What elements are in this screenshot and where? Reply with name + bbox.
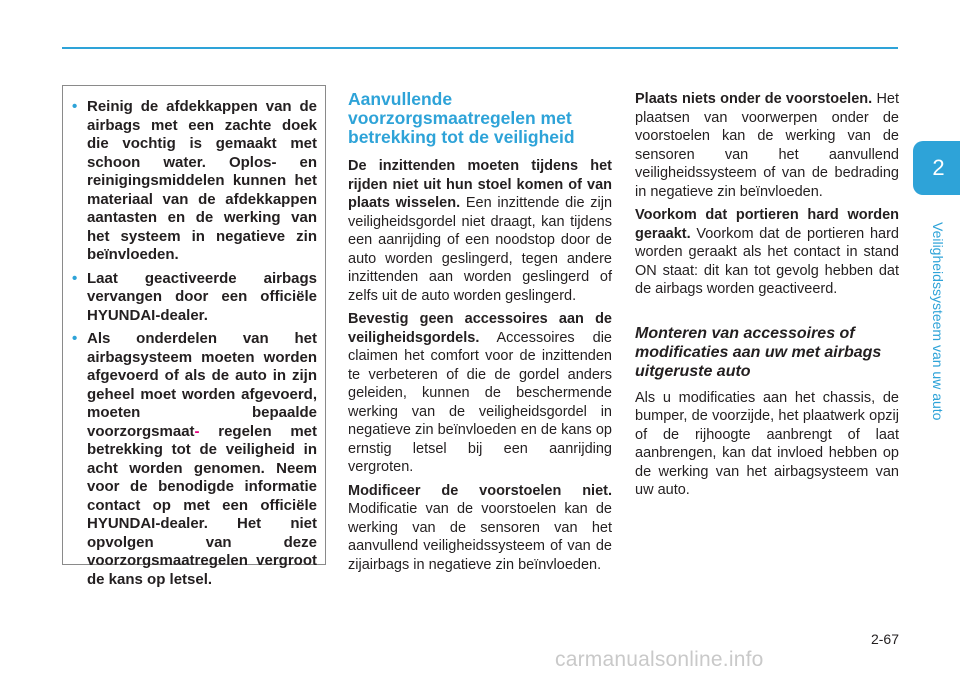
caution-list (71, 98, 317, 589)
watermark: carmanualsonline.info (555, 648, 764, 671)
hyphen-mark: - (194, 422, 200, 440)
paragraph-lead: Bevestig geen accessoires aan de veiligheidsgordels. (348, 311, 612, 346)
paragraph-lead: Voorkom dat portieren hard worden geraakt. (635, 207, 899, 242)
section-heading: Aanvullende voorzorgsmaatregelen met betrekking tot de veiligheid (348, 89, 575, 147)
bullet-icon: • (72, 269, 78, 287)
caution-text: regelen met betrekking tot de veiligheid in acht worden genomen. Neem voor de benodigde informatie contact op met een officiële HYUNDAI-dealer. Het niet opvolgen van deze voorzorgsmaatregelen vergroot de kans op letsel. (87, 422, 317, 588)
header-rule (62, 47, 898, 49)
paragraph-text: Modificatie van de voorstoelen kan de werking van de sensoren van het aanvullend veiligheidssysteem of van de zijairbags in negatieve zin beïnvloeden. (348, 501, 612, 573)
caution-item (71, 330, 317, 589)
caution-item (71, 270, 317, 326)
caution-text: Reinig de afdekkappen van de airbags met een zachte doek die vochtig is gemaakt met schoon water. Oplos- en reinigingsmiddelen kunnen het materiaal van de afdekkappen aantasten en de werking van het systeem in negatieve zin beïnvloeden. (87, 98, 317, 263)
paragraph-text: Voorkom dat de portieren hard worden geraakt als het contact in stand ON staat: dit kan tot gevolg hebben dat de airbags worden geactiveerd. (635, 225, 899, 297)
chapter-title: Veiligheidssysteem van uw auto (930, 222, 946, 421)
paragraph-text: Het plaatsen van voorwerpen onder de voorstoelen kan de werking van de sensoren van het aanvullend veiligheidssysteem of van de bedrading in negatieve zin beïnvloeden. (635, 91, 900, 200)
column-3 (635, 90, 899, 505)
column-2 (348, 90, 612, 579)
paragraph-lead: Modificeer de voorstoelen niet. (348, 482, 612, 499)
paragraph (635, 90, 899, 201)
bullet-icon: • (72, 330, 78, 347)
caution-text: Als onderdelen van het airbagsysteem moeten worden afgevoerd of als de auto in zijn geheel moet worden afgevoerd, moeten bepaalde voorzorgsmaat (87, 330, 317, 440)
paragraph-text: Een inzittende die zijn veiligheidsgordel niet draagt, kan tijdens een aanrijding of een noodstop door de auto worden geslingerd, tegen andere inzittenden aan worden geslingerd of zelfs uit de auto worden geslingerd. (348, 195, 613, 304)
caution-item (71, 98, 317, 265)
paragraph-text: Accessoires die claimen het comfort voor de inzittenden te verbeteren of die de gordel anders geleiden, kunnen de beschermende werking van de veiligheidsgordel in negatieve zin beïnvloeden en de kans op ernstig letsel bij een aanrijding vergroten. (348, 329, 612, 475)
paragraph (348, 482, 612, 575)
chapter-tab[interactable]: 2 (913, 141, 960, 195)
caution-box (62, 85, 326, 588)
subsection-heading: Monteren van accessoires of modificaties aan uw met airbags uitgeruste auto (635, 324, 882, 380)
bullet-icon: • (72, 98, 78, 115)
paragraph: Als u modificaties aan het chassis, de bumper, de voorzijde, het plaatwerk opzij of de rijhoogte aanbrengt of laat aanbrengen, kan dat invloed hebben op de werking van het airbagsysteem van uw auto. (635, 389, 899, 498)
paragraph-lead: Plaats niets onder de voorstoelen. (635, 91, 873, 107)
page-number: 2-67 (870, 631, 899, 647)
paragraph (635, 206, 899, 299)
paragraph (348, 157, 612, 305)
paragraph-lead: De inzittenden moeten tijdens het rijden niet uit hun stoel komen of van plaats wisselen. (348, 158, 612, 211)
paragraph (348, 310, 612, 477)
caution-text: Laat geactiveerde airbags vervangen door een officiële HYUNDAI-dealer. (87, 269, 317, 324)
